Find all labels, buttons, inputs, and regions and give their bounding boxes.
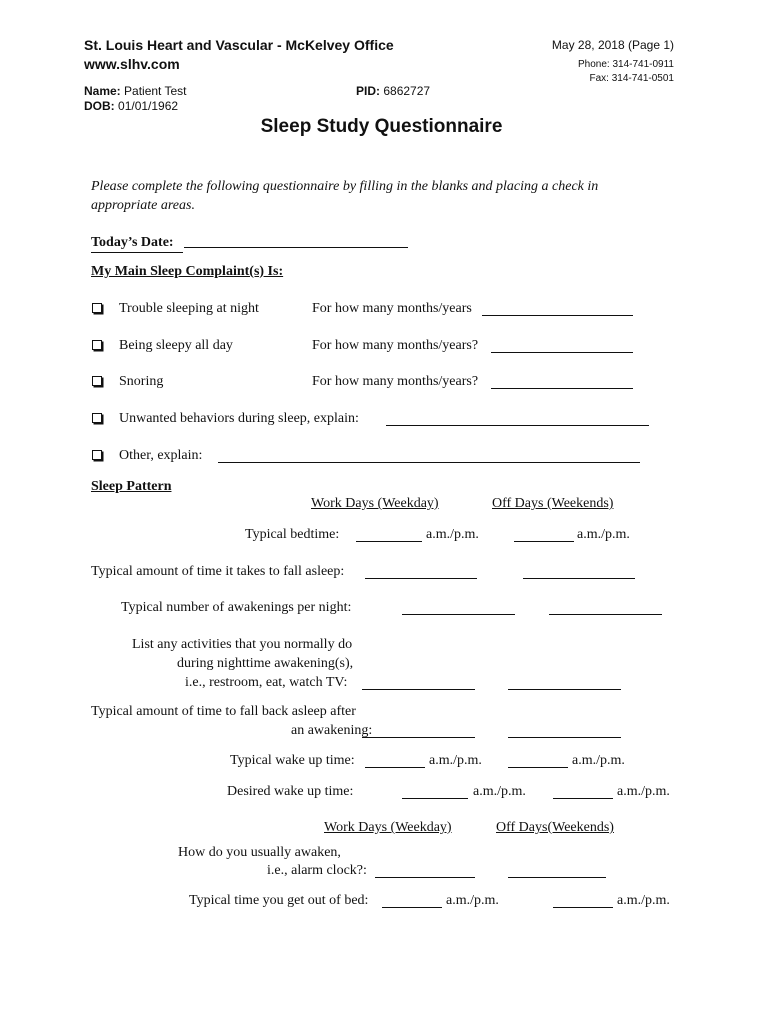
out-of-bed-off-ampm: a.m./p.m.: [617, 893, 670, 908]
fall-back-asleep-label-line-2: an awakening:: [291, 723, 373, 738]
wake-up-label: Typical wake up time:: [230, 753, 355, 768]
other-complaint-label: Other, explain:: [119, 448, 203, 463]
fall-back-asleep-label-line-1: Typical amount of time to fall back asleep after: [91, 704, 356, 719]
instructions-line-1: Please complete the following questionnaire by filling in the blanks and placing a check in: [91, 179, 599, 194]
out-of-bed-off-field[interactable]: [553, 907, 613, 908]
sleepy-all-day-label: Being sleepy all day: [119, 338, 233, 353]
office-name: St. Louis Heart and Vascular - McKelvey Office: [84, 37, 394, 53]
sleepy-all-day-checkbox[interactable]: [92, 340, 102, 350]
todays-date-label: Today’s Date:: [91, 235, 174, 250]
wake-up-work-field[interactable]: [365, 767, 425, 768]
bedtime-work-field[interactable]: [356, 541, 422, 542]
fall-asleep-label: Typical amount of time it takes to fall asleep:: [91, 564, 345, 579]
wake-up-work-ampm: a.m./p.m.: [429, 753, 482, 768]
activities-work-field[interactable]: [362, 689, 475, 690]
unwanted-behaviors-label: Unwanted behaviors during sleep, explain:: [119, 411, 359, 426]
trouble-sleeping-label: Trouble sleeping at night: [119, 301, 259, 316]
todays-date-field[interactable]: [184, 247, 408, 248]
bedtime-work-ampm: a.m./p.m.: [426, 527, 479, 542]
off-days-column-header: Off Days (Weekends): [492, 496, 614, 511]
sleepy-all-day-duration-field[interactable]: [491, 352, 633, 353]
desired-wake-off-ampm: a.m./p.m.: [617, 784, 670, 799]
fall-asleep-off-field[interactable]: [523, 578, 635, 579]
date-page: May 28, 2018 (Page 1): [551, 38, 674, 52]
pid-value: 6862727: [383, 84, 431, 98]
unwanted-behaviors-checkbox[interactable]: [92, 413, 102, 423]
desired-wake-work-ampm: a.m./p.m.: [473, 784, 526, 799]
out-of-bed-work-ampm: a.m./p.m.: [446, 893, 499, 908]
unwanted-behaviors-field[interactable]: [386, 425, 649, 426]
snoring-duration-field[interactable]: [491, 388, 633, 389]
snoring-checkbox[interactable]: [92, 376, 102, 386]
activities-label-line-2: during nighttime awakening(s),: [177, 656, 354, 671]
trouble-sleeping-checkbox[interactable]: [92, 303, 102, 313]
name-value: Patient Test: [124, 84, 187, 98]
patient-id: [356, 84, 430, 98]
off-days-column-header-2: Off Days(Weekends): [496, 820, 614, 835]
wake-up-off-ampm: a.m./p.m.: [572, 753, 625, 768]
complaints-heading: My Main Sleep Complaint(s) Is:: [91, 264, 284, 279]
out-of-bed-label: Typical time you get out of bed:: [189, 893, 369, 908]
awakenings-work-field[interactable]: [402, 614, 515, 615]
fall-asleep-work-field[interactable]: [365, 578, 477, 579]
desired-wake-work-field[interactable]: [402, 798, 468, 799]
awaken-work-field[interactable]: [375, 877, 475, 878]
other-complaint-checkbox[interactable]: [92, 450, 102, 460]
sleepy-all-day-duration-label: For how many months/years?: [312, 338, 479, 353]
office-fax: Fax: 314-741-0501: [589, 73, 674, 84]
desired-wake-label: Desired wake up time:: [227, 784, 354, 799]
todays-date-underline: [91, 252, 183, 253]
trouble-sleeping-duration-field[interactable]: [482, 315, 633, 316]
desired-wake-off-field[interactable]: [553, 798, 613, 799]
pid-label: PID:: [356, 84, 380, 98]
patient-name: [84, 84, 187, 98]
awaken-label-line-1: How do you usually awaken,: [178, 845, 341, 860]
snoring-label: Snoring: [119, 374, 164, 389]
activities-label-line-1: List any activities that you normally do: [132, 637, 353, 652]
out-of-bed-work-field[interactable]: [382, 907, 442, 908]
wake-up-off-field[interactable]: [508, 767, 568, 768]
page-title: Sleep Study Questionnaire: [260, 116, 503, 137]
name-label: Name:: [84, 84, 121, 98]
activities-off-field[interactable]: [508, 689, 621, 690]
bedtime-off-field[interactable]: [514, 541, 574, 542]
patient-dob: [84, 99, 178, 113]
trouble-sleeping-duration-label: For how many months/years: [312, 301, 472, 316]
bedtime-label: Typical bedtime:: [245, 527, 340, 542]
awakenings-label: Typical number of awakenings per night:: [121, 600, 352, 615]
fall-back-asleep-work-field[interactable]: [362, 737, 475, 738]
awakenings-off-field[interactable]: [549, 614, 662, 615]
office-phone: Phone: 314-741-0911: [577, 59, 674, 70]
awaken-off-field[interactable]: [508, 877, 606, 878]
instructions-line-2: appropriate areas.: [91, 198, 195, 213]
work-days-column-header-2: Work Days (Weekday): [324, 820, 452, 835]
dob-value: 01/01/1962: [118, 99, 179, 113]
activities-label-line-3: i.e., restroom, eat, watch TV:: [185, 675, 348, 690]
dob-label: DOB:: [84, 99, 115, 113]
fall-back-asleep-off-field[interactable]: [508, 737, 621, 738]
sleep-pattern-heading: Sleep Pattern: [91, 479, 172, 494]
snoring-duration-label: For how many months/years?: [312, 374, 479, 389]
office-website[interactable]: www.slhv.com: [84, 56, 180, 72]
bedtime-off-ampm: a.m./p.m.: [577, 527, 630, 542]
awaken-label-line-2: i.e., alarm clock?:: [267, 863, 367, 878]
work-days-column-header: Work Days (Weekday): [311, 496, 439, 511]
other-complaint-field[interactable]: [218, 462, 640, 463]
